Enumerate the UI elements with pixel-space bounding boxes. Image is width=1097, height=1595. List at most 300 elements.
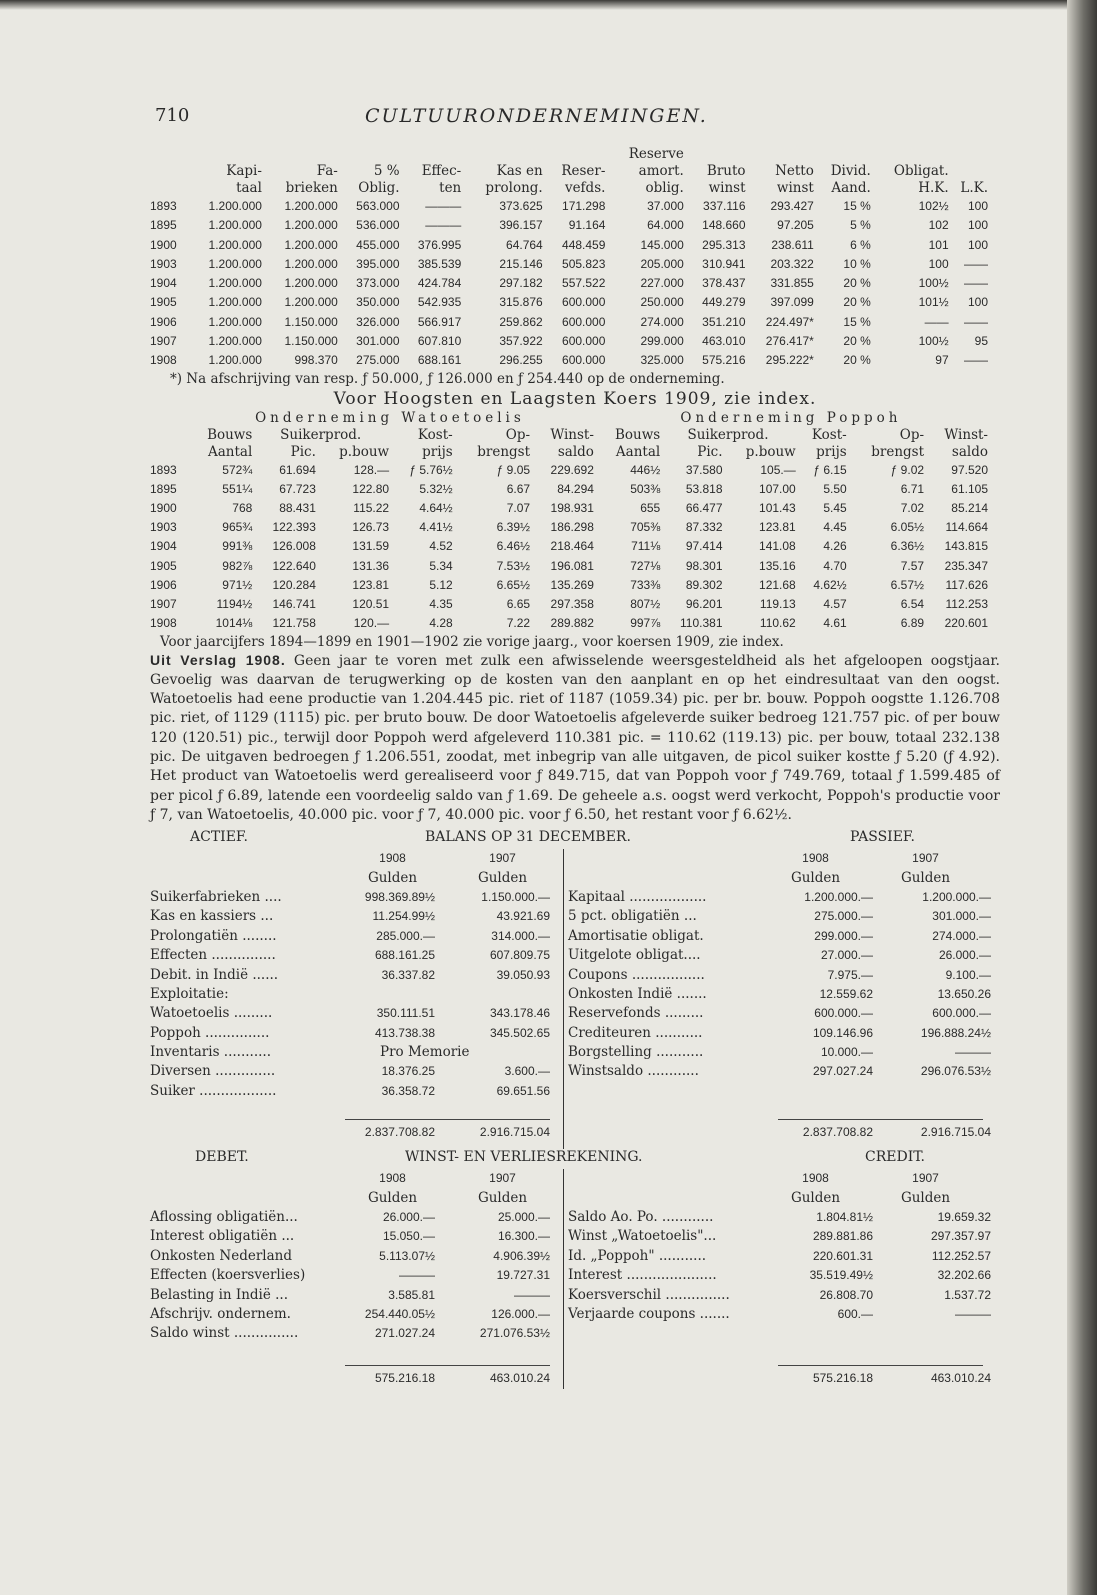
page-number: 710 [155, 105, 190, 126]
entry-label: Afschrijv. ondernem. [150, 1305, 291, 1322]
t2-cell: 5.32½ [419, 481, 453, 496]
t1-cell: 97 [935, 353, 949, 368]
t1-cell: 1.200.000 [284, 237, 338, 252]
t2-cell: 997⅞ [630, 616, 661, 631]
financial-table [150, 146, 988, 371]
t2-cell: 88.431 [279, 501, 316, 516]
t2-cell: 289.882 [550, 616, 594, 631]
t2-year-cell: 1895 [150, 481, 177, 496]
t1-cell: 385.539 [417, 256, 462, 271]
right-entry [568, 1247, 991, 1266]
year-1908: 1908 [379, 851, 406, 866]
t1-cell: 563.000 [356, 199, 400, 213]
entry-value-1907: 343.178.46 [489, 1006, 550, 1021]
t1-column-header: Oblig. [358, 180, 400, 196]
t1-cell: 600.000 [562, 334, 606, 349]
t2-cell: 126.73 [352, 520, 390, 535]
t1-cell: 259.862 [499, 314, 543, 329]
t1-cell: 600.000 [562, 295, 606, 310]
right-entry [568, 1266, 991, 1285]
t1-cell: 463.010 [702, 334, 746, 349]
total-rule [778, 1365, 983, 1366]
t1-cell: 1.200.000 [208, 276, 262, 291]
year-1908: 1908 [802, 1171, 829, 1186]
t2-row [150, 595, 988, 614]
entry-label: Saldo winst ............... [150, 1325, 299, 1342]
t1-column-header [814, 146, 871, 163]
t2-cell: 6.39½ [496, 520, 531, 535]
t2-cell: 971½ [222, 577, 253, 592]
entry-value-pm: Pro Memorie [380, 1044, 470, 1061]
t2-year-cell: 1906 [150, 577, 177, 592]
entry-value-1908: 10.000.— [820, 1045, 873, 1060]
t2-cell: 6.89 [900, 616, 925, 631]
t2-cell: 120.— [353, 616, 390, 631]
entry-value-1908: 413.738.38 [374, 1025, 435, 1040]
entry-value-1908: 297.027.24 [812, 1064, 873, 1079]
left-entry [150, 1227, 555, 1246]
t2-cell: 4.28 [429, 616, 453, 631]
t1-cell: 310.941 [702, 256, 746, 271]
entry-value-1908: 285.000.— [376, 928, 435, 943]
t2-cell: 991⅜ [222, 539, 253, 554]
t2-cell: 6.36½ [890, 539, 925, 554]
entry-label: Verjaarde coupons ....... [568, 1305, 730, 1322]
entry-label: Kas en kassiers ... [150, 908, 274, 925]
t1-cell: —— [964, 353, 988, 368]
left-entry [150, 1208, 555, 1227]
t2-cell: 196.081 [550, 558, 594, 573]
right-entry [568, 966, 991, 985]
t2-cell: 128.— [353, 462, 390, 477]
left-entry [150, 966, 555, 985]
t2-cell: 126.008 [272, 539, 316, 554]
group-watoetoelis: Onderneming Watoetoelis [255, 409, 525, 426]
t1-cell: 100 [928, 256, 949, 271]
entry-value-1908: 254.440.05½ [364, 1306, 435, 1321]
entry-value-1908: 600.— [837, 1306, 873, 1321]
t1-column-header: Reserve [628, 146, 684, 162]
t1-column-header [871, 146, 949, 163]
t1-cell: —— [964, 256, 988, 271]
t1-cell: 378.437 [702, 276, 746, 291]
t1-cell: 37.000 [647, 199, 684, 213]
t2-column-header: Winst- [944, 426, 988, 443]
report-text: Geen jaar te voren met zulk een afwisselende weersgesteldheid als het afgeloopen oogstjaar. Gevoelig was daarvan de terugwerking op de kosten van den aanplant en op het eindresultaat van den oogst. Watoetoelis had eene productie van 1.204.445 pic. riet of 1187 (1059.34) pic. per br. bouw. Poppoh oogstte 1.126.708 pic. riet, of 1129 (1115) pic. per bruto bouw. De door Watoetoelis afgeleverde suiker bedroeg 121.757 pic. of per bouw 120 (120.51) pic., terwijl door Poppoh werd afgeleverd 110.381 pic. = 110.62 (119.13) pic. per bouw, totaal 232.138 pic. De uitgaven bedroegen ƒ 1.206.551, zoodat, met inbegrip van alle uitgaven, de picol suiker kostte ƒ 5.20 (ƒ 4.92). Het product van Watoetoelis werd gerealiseerd voor ƒ 849.715, dat van Poppoh voor ƒ 749.769, totaal ƒ 1.599.485 of per picol ƒ 6.89, latende een voordeelig saldo van ƒ 1.69. De geheele a.s. oogst werd verkocht, Poppoh's productie voor ƒ 7, van Watoetoelis, 40.000 pic. voor ƒ 7, 40.000 pic. voor ƒ 6.50, het restant voor ƒ 6.62½. [150, 652, 1000, 823]
t2-cell: 4.41½ [419, 520, 453, 535]
t1-cell: 275.000 [356, 353, 400, 368]
t1-column-header: Divid. [830, 163, 871, 179]
entry-value-1907: 13.650.26 [937, 986, 991, 1001]
t1-cell: 373.625 [499, 199, 543, 213]
t1-column-header [338, 146, 400, 163]
entry-label: Suikerfabrieken .... [150, 888, 282, 905]
t2-cell: 4.57 [823, 597, 847, 612]
entry-value-1908: 289.881.86 [812, 1229, 873, 1244]
t1-cell: 227.000 [640, 276, 684, 291]
entry-label: Interest obligatiën ... [150, 1228, 295, 1245]
t1-cell: 296.255 [499, 353, 543, 368]
t2-cell: 123.81 [352, 577, 390, 592]
unit-label: Gulden [790, 1189, 841, 1206]
t1-cell: 1.200.000 [208, 218, 262, 233]
total-1907: 2.916.715.04 [920, 1125, 991, 1140]
left-entry [150, 1305, 555, 1324]
t1-column-header: Fa- [316, 163, 338, 179]
total-1907: 463.010.24 [489, 1371, 550, 1386]
scan-top-edge [0, 0, 1097, 10]
t1-cell: 100 [967, 199, 988, 213]
t2-cell: 6.71 [900, 481, 925, 496]
t1-cell: 148.660 [702, 218, 746, 233]
t2-cell: 229.692 [550, 462, 594, 477]
t2-column-header: Bouws [207, 426, 253, 443]
t2-cell: 572¾ [222, 462, 253, 477]
entry-value-1908: 36.358.72 [381, 1083, 435, 1098]
t2-cell: 4.35 [429, 597, 453, 612]
entry-value-1907: 301.000.— [932, 909, 991, 924]
t1-cell: 1.200.000 [284, 276, 338, 291]
t1-cell: 1.150.000 [284, 334, 338, 349]
right-entry [568, 946, 991, 965]
t1-cell: 1.200.000 [284, 256, 338, 271]
report-paragraph [150, 651, 1000, 826]
entry-label: Onkosten Indië ....... [568, 985, 707, 1002]
t1-column-header [543, 146, 606, 163]
entry-label: Kapitaal .................. [568, 888, 707, 905]
left-entry [150, 1043, 555, 1062]
t1-cell: 64.764 [506, 237, 543, 252]
t2-cell: 4.45 [823, 520, 847, 535]
t1-column-header: Bruto [706, 163, 746, 179]
t2-column-subheader: brengst [477, 443, 531, 460]
entry-value-1908: ——— [399, 1268, 435, 1283]
t2-cell: 235.347 [944, 558, 988, 573]
entry-label: 5 pct. obligatiën ... [568, 908, 697, 925]
t2-cell: 551¼ [222, 481, 253, 496]
t1-cell: 100 [967, 295, 988, 310]
t1-cell: 1.200.000 [208, 314, 262, 329]
t1-year-cell: 1904 [150, 276, 177, 291]
balance-sheet [150, 829, 1000, 1149]
t2-header-year [150, 444, 186, 461]
t2-cell: 117.626 [945, 577, 988, 592]
right-entry [568, 1227, 991, 1246]
total-1908: 575.216.18 [812, 1371, 873, 1386]
left-entry [150, 1062, 555, 1081]
t2-column-header: Suikerprod. [280, 426, 362, 443]
winst-columns [150, 1169, 1000, 1389]
passief-heading: PASSIEF. [850, 829, 915, 846]
t1-cell: 97.205 [777, 218, 814, 233]
t1-column-header: H.K. [918, 180, 949, 196]
t2-year-cell: 1900 [150, 501, 177, 516]
t1-header-row [150, 180, 988, 197]
left-entry [150, 907, 555, 926]
t1-column-header [262, 146, 338, 163]
t1-column-header [684, 146, 746, 163]
t2-year-cell: 1904 [150, 539, 177, 554]
t2-column-subheader: p.bouw [745, 443, 796, 460]
t1-cell: 299.000 [640, 334, 684, 349]
entry-value-1907: 43.921.69 [496, 909, 550, 924]
t1-row [150, 332, 988, 351]
t1-row [150, 274, 988, 293]
t1-cell: 91.164 [568, 218, 606, 233]
t2-cell: 131.59 [352, 539, 390, 554]
right-year-header [568, 849, 988, 868]
total-1908: 2.837.708.82 [802, 1125, 873, 1140]
entry-label: Interest ..................... [568, 1267, 717, 1284]
t1-cell: 315.876 [499, 295, 543, 310]
unit-label: Gulden [900, 1189, 951, 1206]
entry-value-1907: 345.502.65 [489, 1025, 550, 1040]
entry-value-1908: 15.050.— [382, 1229, 435, 1244]
right-entry [568, 1004, 991, 1023]
right-unit-header [568, 869, 988, 888]
t2-cell: 218.464 [550, 539, 594, 554]
entry-value-1907: 26.000.— [938, 948, 991, 963]
t1-cell: 373.000 [356, 276, 400, 291]
running-title: CULTUURONDERNEMINGEN. [365, 105, 708, 127]
t1-column-header: winst [776, 180, 814, 196]
t1-cell: 1.200.000 [208, 295, 262, 310]
t2-cell: 768 [232, 501, 253, 516]
right-entry [568, 1062, 991, 1081]
t1-year-cell: 1907 [150, 334, 177, 349]
left-column [150, 1169, 555, 1386]
t1-cell: 20 % [843, 295, 871, 310]
t2-cell: 6.54 [900, 597, 925, 612]
t1-column-header: Obligat. [893, 163, 949, 179]
column-divider [563, 1169, 564, 1389]
t2-cell: 101.43 [759, 501, 796, 516]
t2-cell: 110.381 [680, 616, 723, 631]
left-entry [150, 1266, 555, 1285]
t2-row [150, 499, 988, 518]
t2-cell: 135.16 [759, 558, 796, 573]
t2-cell: 503⅜ [630, 481, 661, 496]
entry-value-1908: 18.376.25 [381, 1064, 435, 1079]
t2-cell: 7.57 [900, 558, 925, 573]
entry-value-1907: 4.906.39½ [493, 1248, 550, 1263]
page-header [150, 90, 1000, 130]
t1-header-year [150, 163, 186, 180]
unit-label: Gulden [367, 869, 418, 886]
t1-header-year [150, 146, 186, 163]
left-entry [150, 1082, 555, 1101]
t1-cell: 101 [928, 237, 949, 252]
t1-cell: 100½ [918, 334, 949, 349]
t2-cell: 6.46½ [496, 539, 531, 554]
group-poppoh: Onderneming Poppoh [680, 409, 902, 426]
entry-value-1907: 1.537.72 [944, 1287, 991, 1302]
entry-value-1908: 1.804.81½ [816, 1209, 873, 1224]
t2-cell: 711⅛ [631, 539, 661, 554]
t2-column-subheader: Aantal [208, 443, 253, 460]
t1-cell: 357.922 [499, 334, 543, 349]
entry-value-1907: ——— [955, 1045, 991, 1060]
t1-row [150, 313, 988, 332]
t2-cell: 61.694 [279, 462, 316, 477]
t2-cell: 122.80 [352, 481, 390, 496]
t1-cell: 448.459 [562, 237, 606, 252]
t2-cell: 122.640 [272, 558, 316, 573]
entry-value-1908: 27.000.— [820, 948, 873, 963]
t1-row [150, 293, 988, 312]
entry-label: Id. „Poppoh" ........... [568, 1247, 707, 1264]
t1-cell: 542.935 [417, 295, 462, 310]
entry-value-1907: 19.727.31 [496, 1268, 550, 1283]
t2-cell: 89.302 [685, 577, 723, 592]
entry-value-1908: 271.027.24 [374, 1326, 435, 1341]
entry-label: Amortisatie obligat. [568, 927, 704, 944]
t1-column-header: amort. [638, 163, 684, 179]
t2-cell: 120.51 [352, 597, 390, 612]
t2-cell: 120.284 [272, 577, 316, 592]
t1-column-header: Aand. [831, 180, 871, 196]
left-entry [150, 927, 555, 946]
winst-title: WINST- EN VERLIESREKENING. [405, 1149, 643, 1166]
t2-row [150, 614, 988, 633]
entry-value-1907: 9.100.— [945, 967, 991, 982]
t1-column-header: prolong. [485, 180, 543, 196]
entry-label: Watoetoelis ......... [150, 1005, 273, 1022]
year-1907: 1907 [489, 851, 516, 866]
left-entry [150, 946, 555, 965]
left-entry [150, 1286, 555, 1305]
t2-year-cell: 1907 [150, 597, 177, 612]
t1-column-header [949, 163, 988, 180]
left-entry [150, 888, 555, 907]
t1-header-row [150, 163, 988, 180]
t2-cell: 4.70 [823, 558, 847, 573]
t2-cell: 112.253 [945, 597, 988, 612]
t1-cell: ——— [425, 199, 462, 213]
entry-value-1908: 998.369.89½ [364, 889, 435, 904]
balance-heading [150, 829, 1000, 849]
left-unit-header [150, 1189, 555, 1208]
t1-column-header: ten [439, 180, 462, 196]
total-rule [778, 1119, 983, 1120]
entry-label: Aflossing obligatiën... [150, 1208, 298, 1225]
right-entry [568, 907, 991, 926]
t1-cell: 102½ [918, 199, 949, 213]
entry-value-1907: 112.252.57 [931, 1248, 991, 1263]
entry-label: Winst „Watoetoelis"... [568, 1228, 717, 1245]
t1-row [150, 351, 988, 370]
entry-value-1908: 1.200.000.— [804, 889, 873, 904]
left-year-header [150, 849, 555, 868]
year-1907: 1907 [489, 1171, 516, 1186]
t2-cell: 107.00 [759, 481, 796, 496]
t2-cell: 98.301 [685, 558, 723, 573]
t2-year-cell: 1903 [150, 520, 177, 535]
entry-value-1907: 39.050.93 [496, 967, 550, 982]
t2-year-cell: 1905 [150, 558, 177, 573]
balance-columns [150, 849, 1000, 1149]
t1-row [150, 216, 988, 235]
entry-value-1907: 1.150.000.— [481, 889, 550, 904]
page [150, 90, 1000, 1389]
t1-cell: ——— [425, 218, 462, 233]
t1-cell: —— [964, 314, 988, 329]
entry-label: Debit. in Indië ...... [150, 966, 279, 983]
debet-heading: DEBET. [195, 1149, 249, 1166]
right-column [568, 849, 991, 1140]
total-1908: 2.837.708.82 [364, 1125, 435, 1140]
t2-column-header: Bouws [614, 426, 661, 443]
t2-cell: 6.65½ [496, 577, 531, 592]
t2-cell: 115.22 [353, 501, 390, 516]
t2-column-subheader: Pic. [697, 443, 723, 460]
t1-cell: 424.784 [417, 276, 462, 291]
t1-year-cell: 1908 [150, 353, 177, 368]
t2-cell: 7.22 [506, 616, 531, 631]
winst-heading [150, 1149, 1000, 1169]
t2-cell: 7.07 [506, 501, 531, 516]
koers-reference: Voor Hoogsten en Laagsten Koers 1909, zie index. [333, 388, 817, 409]
t1-cell: 600.000 [562, 353, 606, 368]
t1-cell: —— [924, 314, 949, 329]
t1-cell: 455.000 [356, 237, 400, 252]
t2-cell: 85.214 [951, 501, 988, 516]
t2-cell: 297.358 [550, 597, 594, 612]
t1-cell: 301.000 [356, 334, 400, 349]
entry-value-1908: 35.519.49½ [809, 1268, 873, 1283]
right-entry [568, 985, 991, 1004]
t2-cell: 4.26 [823, 539, 847, 554]
t1-cell: 64.000 [647, 218, 684, 233]
right-column [568, 1169, 991, 1386]
t2-cell: 705⅜ [630, 520, 661, 535]
t1-column-header: winst [708, 180, 746, 196]
entry-value-1907: 16.300.— [497, 1229, 550, 1244]
entry-value-1907: 607.809.75 [489, 948, 550, 963]
t1-row [150, 197, 988, 216]
t2-cell: 965¾ [222, 520, 253, 535]
t2-cell: 146.741 [272, 597, 316, 612]
entry-value-1908: 36.337.82 [381, 967, 435, 982]
t2-cell: 114.664 [945, 520, 988, 535]
entry-value-1907: 296.076.53½ [920, 1064, 991, 1079]
table-footnote: *) Na afschrijving van resp. ƒ 50.000, ƒ 126.000 en ƒ 254.440 op de onderneming. [170, 370, 725, 387]
t2-cell: 97.520 [951, 462, 988, 477]
right-entry [568, 1024, 991, 1043]
entry-value-1907: 3.600.— [504, 1064, 550, 1079]
t1-cell: 297.182 [499, 276, 543, 291]
t1-cell: 326.000 [356, 314, 400, 329]
t1-cell: 20 % [843, 334, 871, 349]
entry-value-1907: 1.200.000.— [922, 889, 991, 904]
production-footnote: Voor jaarcijfers 1894—1899 en 1901—1902 zie vorige jaarg., voor koersen 1909, zie index. [160, 633, 784, 650]
t2-year-cell: 1893 [150, 462, 177, 477]
t1-cell: 449.279 [702, 295, 746, 310]
t2-cell: 84.294 [557, 481, 594, 496]
actief-heading: ACTIEF. [190, 829, 248, 846]
t2-cell: 655 [640, 501, 661, 516]
t2-column-header: Kost- [811, 426, 847, 443]
t1-cell: 1.200.000 [208, 353, 262, 368]
entry-label: Coupons ................. [568, 966, 705, 983]
left-total [150, 1123, 555, 1142]
entry-label: Belasting in Indië ... [150, 1286, 289, 1303]
t1-cell: 15 % [843, 314, 871, 329]
entry-value-1907: 271.076.53½ [479, 1326, 550, 1341]
t2-header-year [150, 427, 186, 444]
unit-label: Gulden [367, 1189, 418, 1206]
t2-cell: ƒ 9.02 [890, 462, 925, 477]
